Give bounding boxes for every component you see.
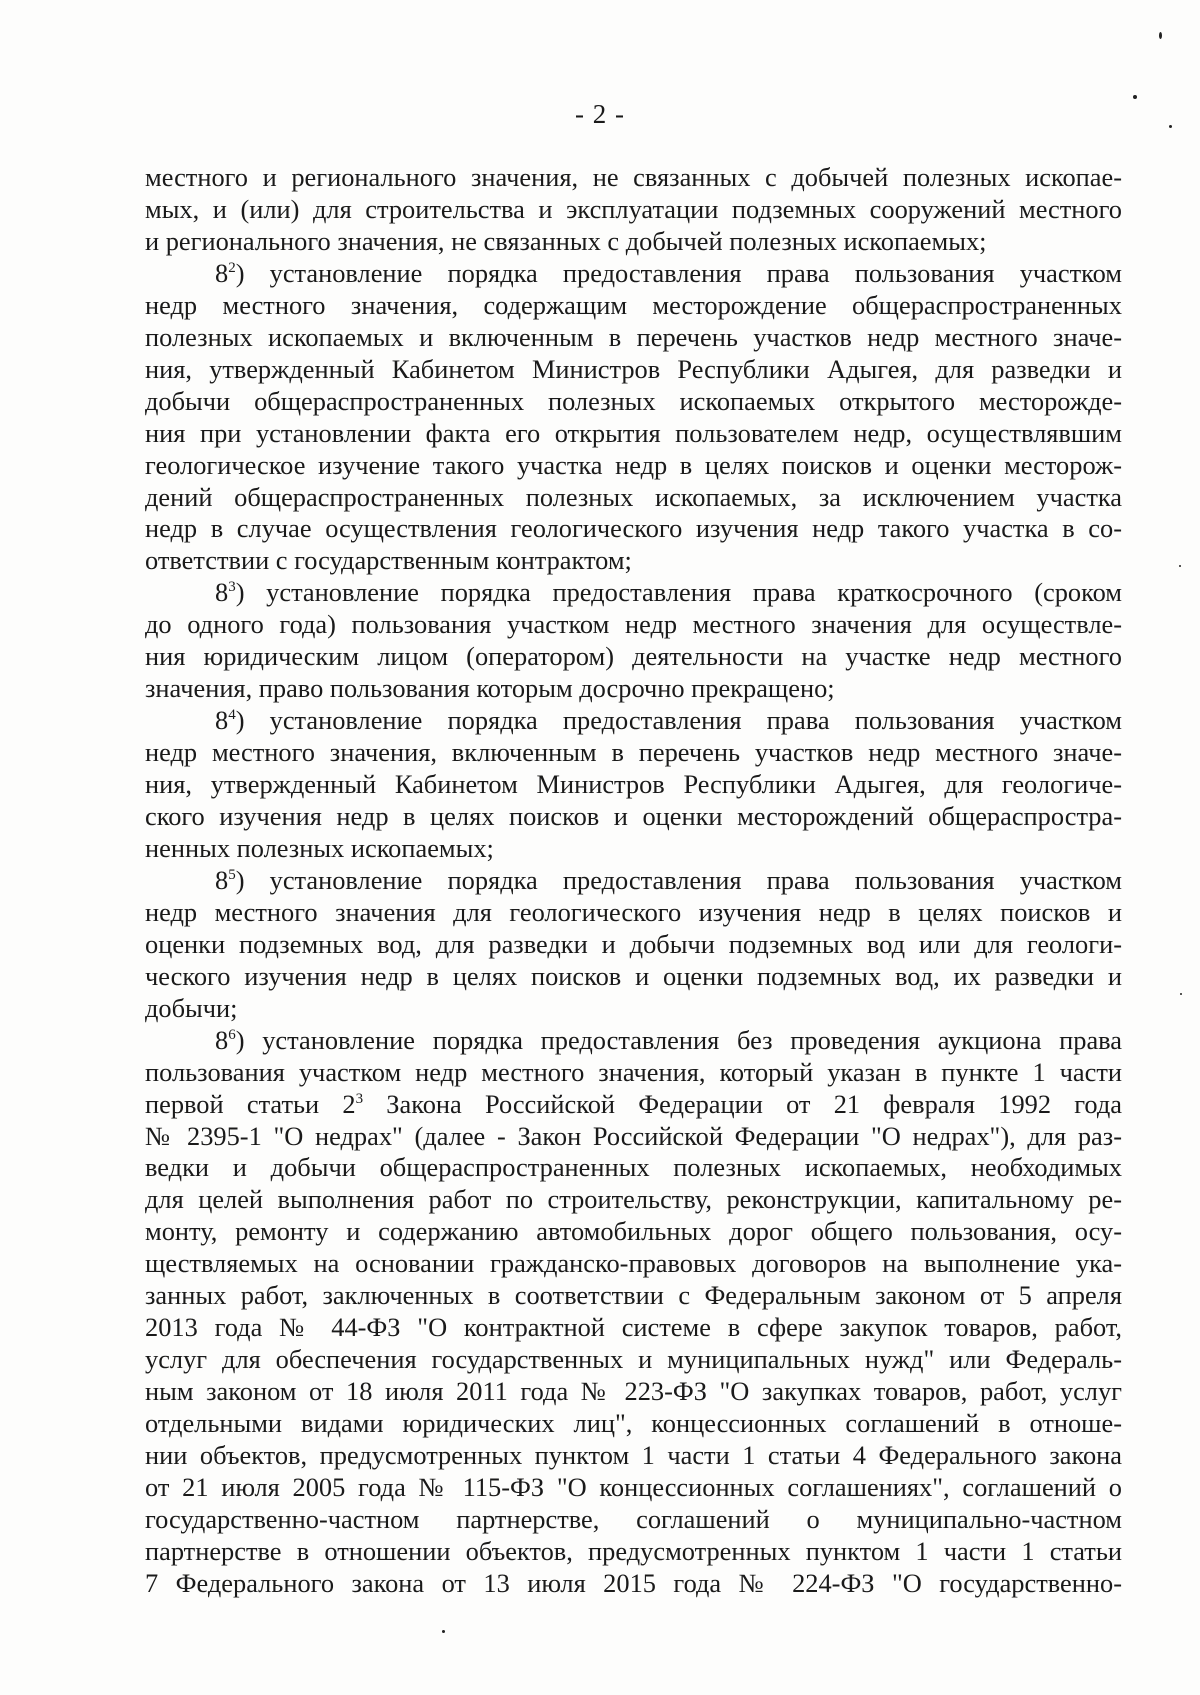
text-line: недр местного значения, включенным в перечень участков недр местного значе-	[145, 737, 1122, 768]
line-text: первой статьи 2	[145, 1088, 356, 1119]
line-text: ) установление порядка предоставления без проведения аукциона права	[235, 1024, 1122, 1055]
item-number: 8	[215, 577, 229, 608]
text-line	[215, 864, 1122, 896]
scan-speck	[442, 1630, 445, 1633]
text-line: мых, и (или) для строительства и эксплуатации подземных сооружений местного	[145, 193, 1122, 224]
item-number: 8	[215, 257, 229, 288]
scan-speck	[1169, 125, 1172, 128]
text-line: дений общераспространенных полезных ископаемых, за исключением участка	[145, 481, 1122, 512]
text-line: оценки подземных вод, для разведки и добычи подземных вод или для геологи-	[145, 928, 1122, 959]
page-number: - 2 -	[575, 99, 625, 129]
text-line: добычи общераспространенных полезных ископаемых открытого месторожде-	[145, 385, 1122, 416]
text-line: ным законом от 18 июля 2011 года № 223-ФЗ "О закупках товаров, работ, услуг	[145, 1376, 1122, 1407]
scan-speck	[1159, 32, 1162, 39]
scan-speck	[1180, 993, 1182, 995]
line-text: ) установление порядка предоставления права пользования участком	[235, 257, 1122, 288]
text-line: недр местного значения, содержащим месторождение общераспространенных	[145, 289, 1122, 320]
text-line	[215, 704, 1122, 736]
text-line: государственно-частном партнерстве, соглашений о муниципально-частном	[145, 1503, 1122, 1534]
item-number: 8	[215, 864, 229, 895]
line-text: ) установление порядка предоставления права пользования участком	[235, 864, 1122, 895]
item-number: 8	[215, 1024, 229, 1055]
text-line	[215, 1024, 1122, 1056]
text-line: ведки и добычи общераспространенных полезных ископаемых, необходимых	[145, 1152, 1122, 1183]
text-line	[215, 576, 1122, 608]
text-line: партнерстве в отношении объектов, предусмотренных пунктом 1 части 1 статьи	[145, 1535, 1122, 1566]
item-number-superscript: 2	[228, 259, 236, 276]
text-line: ния, утвержденный Кабинетом Министров Республики Адыгея, для разведки и	[145, 353, 1122, 384]
text-line: добычи;	[145, 992, 238, 1023]
item-number: 8	[215, 705, 229, 736]
text-line: ния при установлении факта его открытия пользователем недр, осуществлявшим	[145, 417, 1122, 448]
text-line: недр местного значения для геологического изучения недр в целях поисков и	[145, 896, 1122, 927]
line-text: ) установление порядка предоставления права краткосрочного (сроком	[235, 577, 1122, 608]
item-number-superscript: 4	[228, 707, 236, 724]
text-line: и регионального значения, не связанных с добычей полезных ископаемых;	[145, 225, 987, 256]
text-line: ществляемых на основании гражданско-правовых договоров на выполнение ука-	[145, 1248, 1122, 1279]
text-line: полезных ископаемых и включенным в перечень участков недр местного значе-	[145, 321, 1122, 352]
text-line: ненных полезных ископаемых;	[145, 832, 494, 863]
text-line: услуг для обеспечения государственных и муниципальных нужд" или Федераль-	[145, 1344, 1122, 1375]
text-line: пользования участком недр местного значения, который указан в пункте 1 части	[145, 1056, 1122, 1087]
text-line: нии объектов, предусмотренных пунктом 1 части 1 статьи 4 Федерального закона	[145, 1440, 1122, 1470]
text-line: ответствии с государственным контрактом;	[145, 545, 632, 576]
text-line: недр в случае осуществления геологического изучения недр такого участка в со-	[145, 513, 1122, 544]
scan-speck	[1179, 565, 1181, 567]
item-number-superscript: 3	[228, 579, 236, 596]
text-line: отдельными видами юридических лиц", концессионных соглашений в отноше-	[145, 1408, 1122, 1439]
text-line	[215, 257, 1122, 289]
text-line: занных работ, заключенных в соответствии с Федеральным законом от 5 апреля	[145, 1280, 1122, 1311]
text-line: для целей выполнения работ по строительству, реконструкции, капитальному ре-	[145, 1184, 1122, 1215]
item-number-superscript: 6	[228, 1026, 236, 1043]
text-line: местного и регионального значения, не связанных с добычей полезных ископае-	[145, 162, 1122, 192]
text-line: ского изучения недр в целях поисков и оценки месторождений общераспростра-	[145, 801, 1122, 831]
text-line: 7 Федерального закона от 13 июля 2015 года № 224-ФЗ "О государственно-	[145, 1567, 1122, 1598]
text-line: до одного года) пользования участком недр местного значения для осуществле-	[145, 609, 1122, 640]
line-text-continued: Закона Российской Федерации от 21 февраля 1992 года	[363, 1088, 1122, 1119]
text-line: ния юридическим лицом (оператором) деятельности на участке недр местного	[145, 641, 1122, 672]
text-line: 2013 года № 44-ФЗ "О контрактной системе в сфере закупок товаров, работ,	[145, 1312, 1122, 1343]
article-superscript: 3	[355, 1090, 364, 1107]
text-line	[145, 1088, 1122, 1120]
text-line: от 21 июля 2005 года № 115-ФЗ "О концессионных соглашениях", соглашений о	[145, 1471, 1122, 1502]
text-line: геологическое изучение такого участка недр в целях поисков и оценки месторож-	[145, 449, 1122, 480]
item-number-superscript: 5	[228, 866, 236, 883]
text-line: № 2395-1 "О недрах" (далее - Закон Российской Федерации "О недрах"), для раз-	[145, 1120, 1122, 1151]
text-line: монту, ремонту и содержанию автомобильных дорог общего пользования, осу-	[145, 1216, 1122, 1247]
text-line: значения, право пользования которым досрочно прекращено;	[145, 673, 835, 704]
text-line: ческого изучения недр в целях поисков и оценки подземных вод, их разведки и	[145, 960, 1122, 991]
text-line: ния, утвержденный Кабинетом Министров Республики Адыгея, для геологиче-	[145, 769, 1122, 800]
scan-speck	[1133, 95, 1137, 99]
line-text: ) установление порядка предоставления права пользования участком	[235, 705, 1122, 736]
